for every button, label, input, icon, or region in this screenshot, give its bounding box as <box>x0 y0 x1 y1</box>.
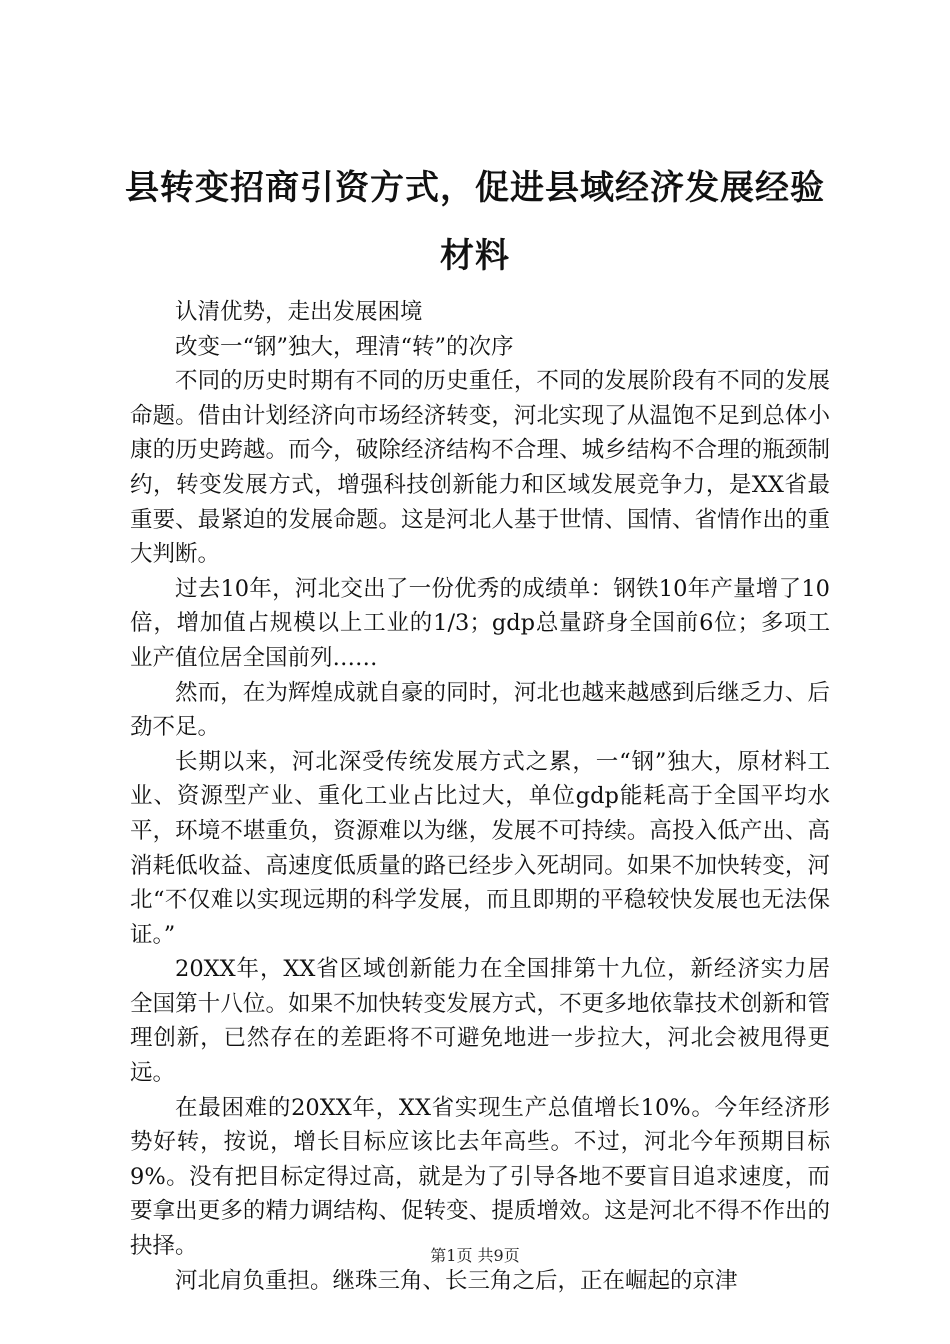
document-body <box>130 295 830 1298</box>
paragraph: 长期以来，河北深受传统发展方式之累，一“钢”独大，原材料工业、资源型产业、重化工业占比过大，单位gdp能耗高于全国平均水平，环境不堪重负，资源难以为继，发展不可持续。高投入低产出、高消耗低收益、高速度低质量的路已经步入死胡同。如果不加快转变，河北“不仅难以实现远期的科学发展，而且即期的平稳较快发展也无法保证。” <box>130 748 830 948</box>
paragraph: 改变一“钢”独大，理清“转”的次序 <box>175 333 514 360</box>
paragraph: 在最困难的20XX年，XX省实现生产总值增长10%。今年经济形势好转，按说，增长目标应该比去年高些。不过，河北今年预期目标9%。没有把目标定得过高，就是为了引导各地不要盲目追求速度，而要拿出更多的精力调结构、促转变、提质增效。这是河北不得不作出的抉择。 <box>130 1094 830 1260</box>
paragraph: 不同的历史时期有不同的历史重任，不同的发展阶段有不同的发展命题。借由计划经济向市场经济转变，河北实现了从温饱不足到总体小康的历史跨越。而今，破除经济结构不合理、城乡结构不合理的瓶颈制约，转变发展方式，增强科技创新能力和区域发展竞争力，是XX省最重要、最紧迫的发展命题。这是河北人基于世情、国情、省情作出的重大判断。 <box>130 368 830 568</box>
document-title: 县转变招商引资方式，促进县域经济发展经验材料 <box>125 168 825 276</box>
paragraph: 认清优势，走出发展困境 <box>175 299 423 325</box>
paragraph: 然而，在为辉煌成就自豪的同时，河北也越来越感到后继乏力、后劲不足。 <box>130 679 830 741</box>
page-number-footer: 第1页 共9页 <box>430 1246 520 1265</box>
paragraph: 过去10年，河北交出了一份优秀的成绩单：钢铁10年产量增了10倍，增加值占规模以上工业的1/3；gdp总量跻身全国前6位；多项工业产值位居全国前列…… <box>130 575 830 671</box>
paragraph: 20XX年，XX省区域创新能力在全国排第十九位，新经济实力居全国第十八位。如果不加快转变发展方式，不更多地依靠技术创新和管理创新，已然存在的差距将不可避免地进一步拉大，河北会被甩得更远。 <box>130 956 830 1087</box>
paragraph: 河北肩负重担。继珠三角、长三角之后，正在崛起的京津 <box>175 1267 738 1294</box>
